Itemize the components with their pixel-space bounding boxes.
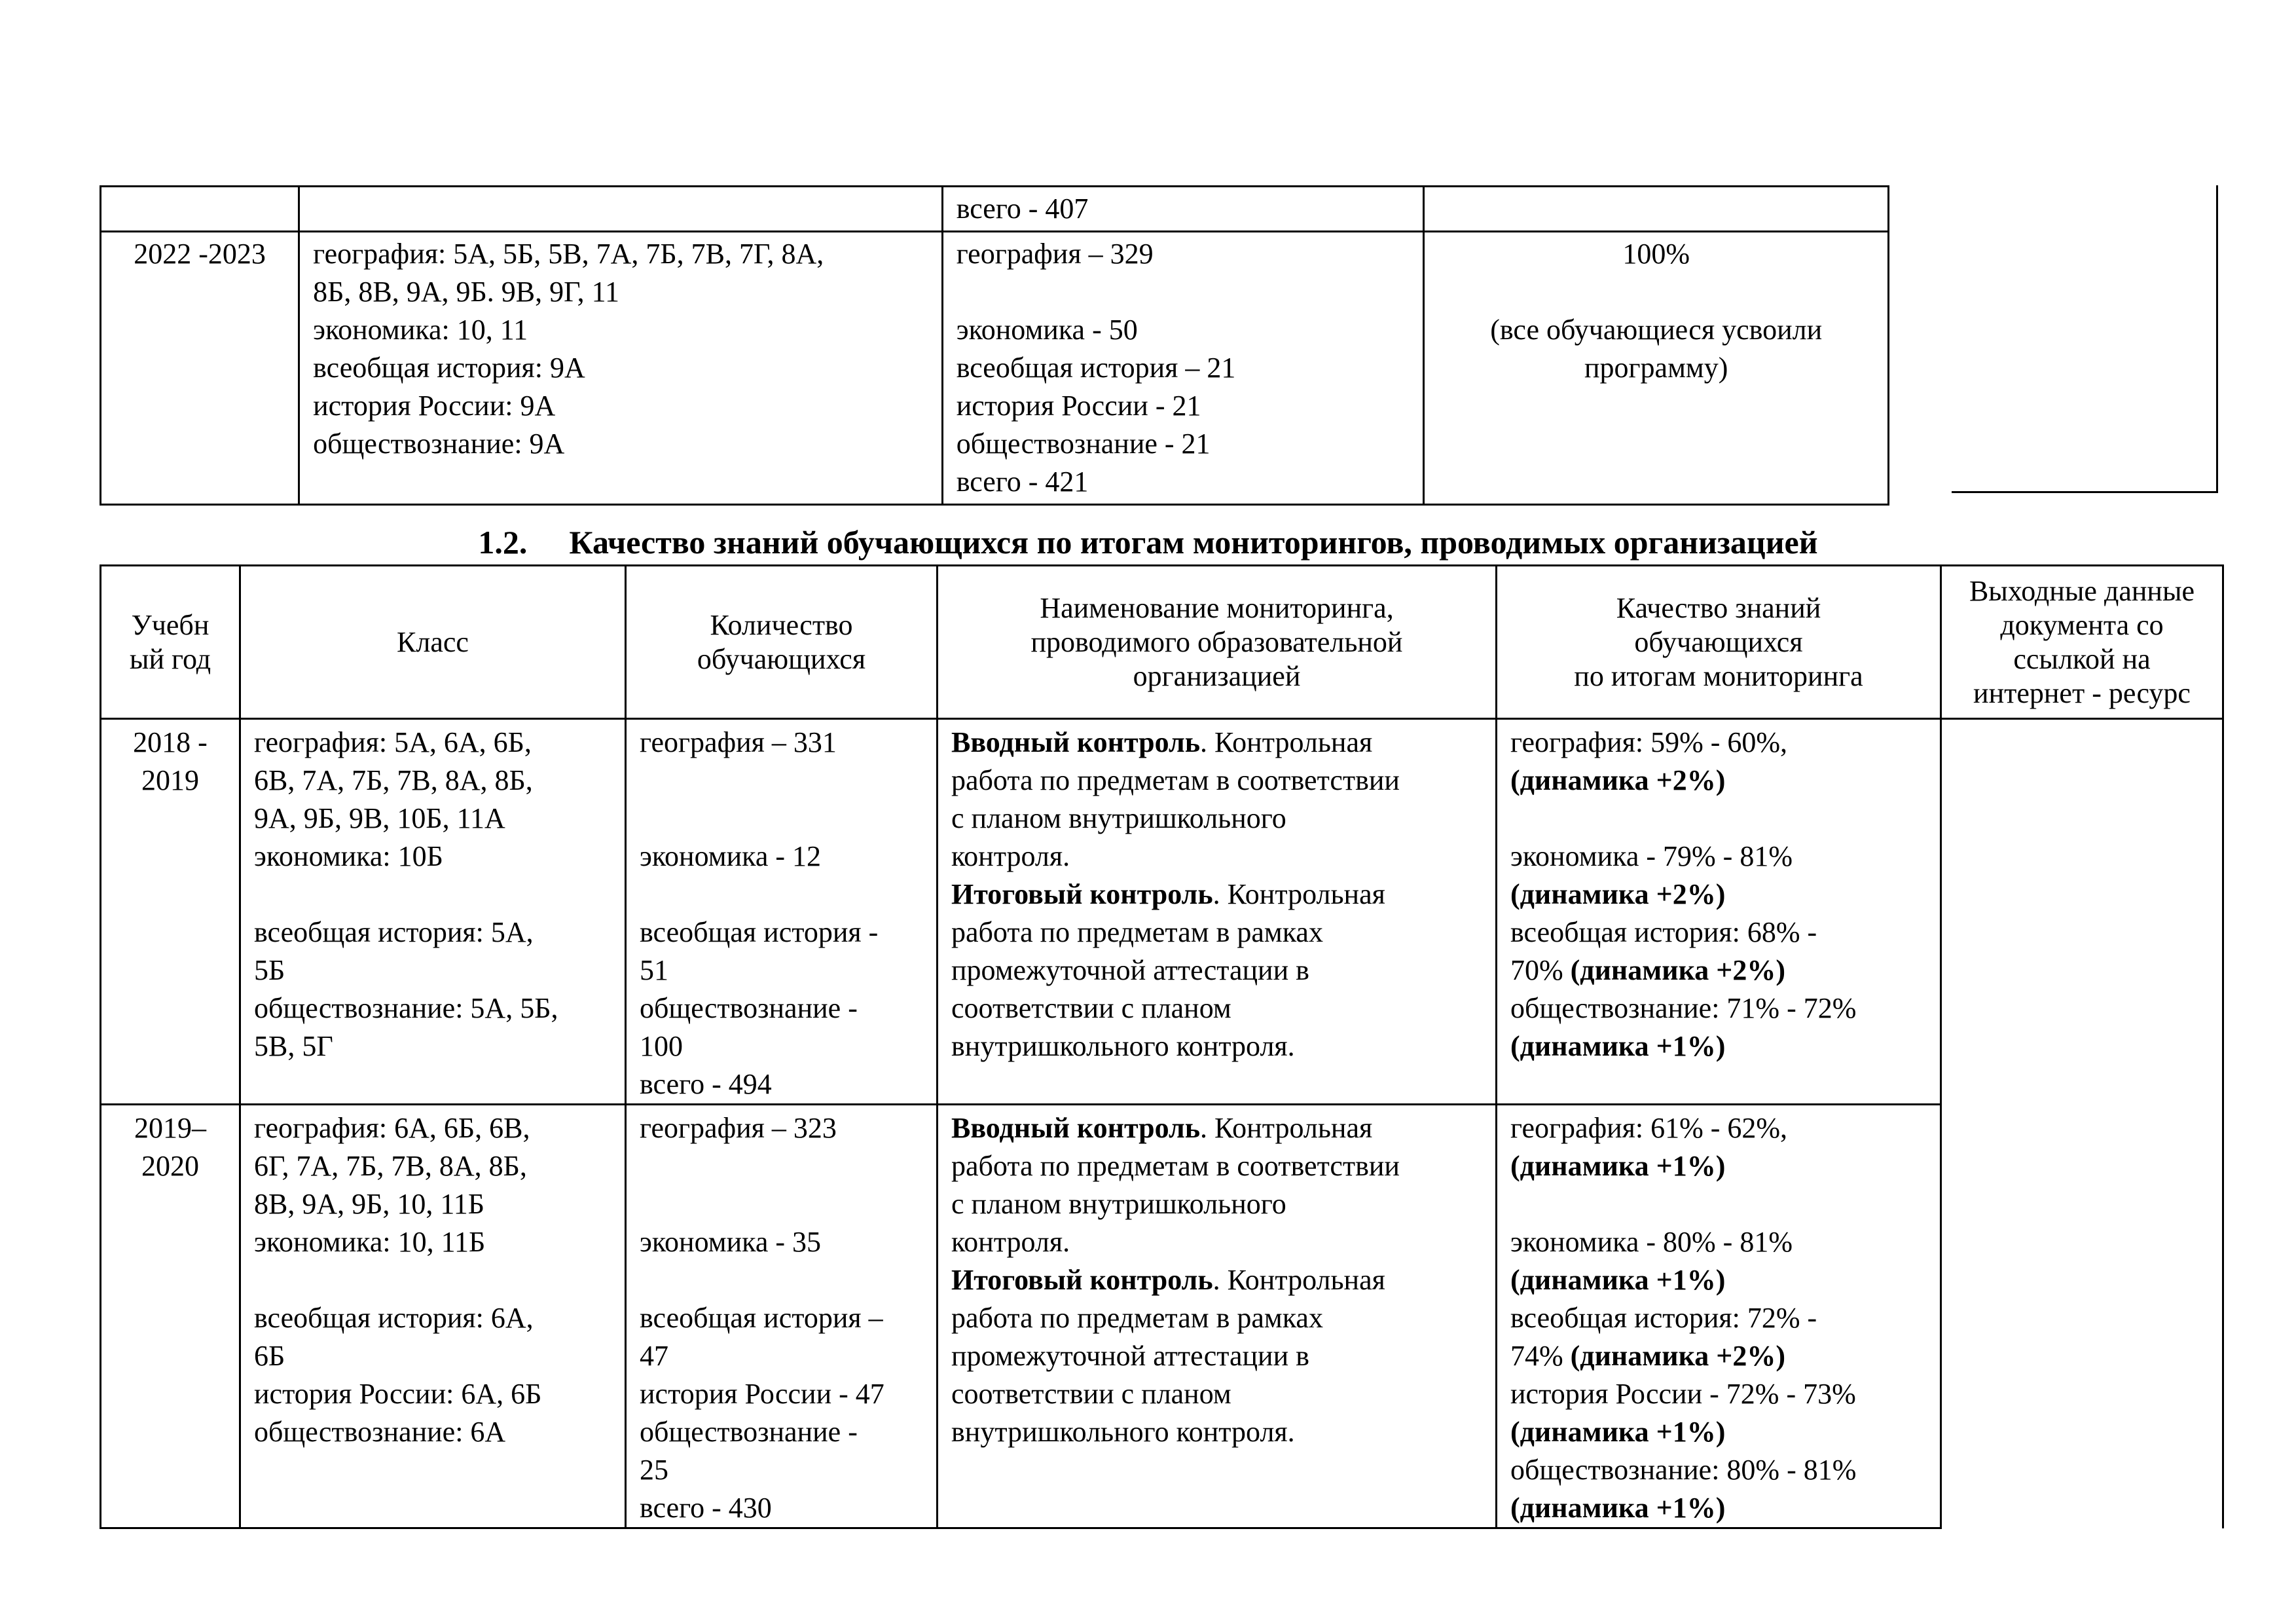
counts-text: география – 323 экономика - 35 всеобщая история – 47 история России - 47 обществознание - 25 всего - 430 bbox=[640, 1112, 884, 1524]
quality-econ-dynamics: (динамика +1%) bbox=[1510, 1264, 1726, 1296]
monitoring-text bbox=[951, 724, 1482, 1065]
year-cell bbox=[101, 1105, 240, 1528]
classes-cell bbox=[299, 232, 943, 505]
quality-rus: история России - 72% - 73% bbox=[1510, 1378, 1856, 1410]
previous-table-continuation bbox=[100, 185, 1889, 506]
final-control-label: Итоговый контроль bbox=[951, 1264, 1213, 1296]
year-cell bbox=[101, 187, 299, 232]
quality-geo-dynamics: (динамика +1%) bbox=[1510, 1150, 1726, 1182]
result-text: 100% (все обучающиеся усвоили программу) bbox=[1490, 238, 1823, 384]
header-quality-text: Качество знаний обучающихся по итогам мониторинга bbox=[1574, 591, 1863, 692]
counts-cell bbox=[626, 719, 938, 1105]
quality-hist-dynamics: (динамика +2%) bbox=[1570, 954, 1786, 986]
output-cell bbox=[1941, 719, 2223, 1528]
table-row bbox=[101, 187, 1889, 232]
quality-hist-dynamics: (динамика +2%) bbox=[1570, 1340, 1786, 1372]
classes-text: география: 6А, 6Б, 6В, 6Г, 7А, 7Б, 7В, 8А, 8Б, 8В, 9А, 9Б, 10, 11Б экономика: 10, 11Б всеобщая история: 6А, 6Б история России: 6А, 6Б обществознание: 6А bbox=[254, 1112, 542, 1448]
right-border-bottom-line bbox=[1952, 491, 2218, 493]
classes-cell bbox=[240, 1105, 626, 1528]
quality-text bbox=[1510, 1109, 1927, 1527]
quality-cell bbox=[1497, 719, 1941, 1105]
quality-soc-dynamics: (динамика +1%) bbox=[1510, 1492, 1726, 1524]
classes-cell bbox=[299, 187, 943, 232]
classes-text: география: 5А, 5Б, 5В, 7А, 7Б, 7В, 7Г, 8А, 8Б, 8В, 9А, 9Б. 9В, 9Г, 11 экономика: 10, 11 всеобщая история: 9А история России: 9А обществознание: 9А bbox=[313, 238, 824, 460]
quality-econ-dynamics: (динамика +2%) bbox=[1510, 878, 1726, 910]
monitoring-cell bbox=[938, 1105, 1497, 1528]
year-text: 2018 - 2019 bbox=[133, 726, 208, 796]
quality-hist: всеобщая история: 68% - 70% bbox=[1510, 916, 1817, 986]
counts-text: всего - 407 bbox=[956, 193, 1089, 225]
quality-geo: география: 59% - 60%, bbox=[1510, 726, 1788, 758]
header-monitoring bbox=[938, 566, 1497, 719]
year-cell bbox=[101, 232, 299, 505]
knowledge-quality-table bbox=[100, 564, 2224, 1529]
classes-text: география: 5А, 6А, 6Б, 6В, 7А, 7Б, 7В, 8А, 8Б, 9А, 9Б, 9В, 10Б, 11А экономика: 10Б всеобщая история: 5А, 5Б обществознание: 5А, 5Б, 5В, 5Г bbox=[254, 726, 558, 1062]
quality-soc: обществознание: 80% - 81% bbox=[1510, 1454, 1857, 1486]
quality-cell bbox=[1497, 1105, 1941, 1528]
header-count-text: Количество обучающихся bbox=[697, 608, 866, 675]
quality-econ: экономика - 79% - 81% bbox=[1510, 840, 1793, 872]
intro-control-label: Вводный контроль bbox=[951, 726, 1200, 758]
table-row bbox=[101, 719, 2223, 1105]
intro-control-label: Вводный контроль bbox=[951, 1112, 1200, 1144]
right-border-line bbox=[2216, 185, 2218, 491]
classes-cell bbox=[240, 719, 626, 1105]
table-row bbox=[101, 1105, 2223, 1528]
quality-soc-dynamics: (динамика +1%) bbox=[1510, 1030, 1726, 1062]
quality-hist: всеобщая история: 72% - 74% bbox=[1510, 1302, 1817, 1372]
quality-rus-dynamics: (динамика +1%) bbox=[1510, 1416, 1726, 1448]
quality-geo: география: 61% - 62%, bbox=[1510, 1112, 1788, 1144]
header-quality bbox=[1497, 566, 1941, 719]
year-text: 2022 -2023 bbox=[134, 238, 266, 270]
monitoring-text bbox=[951, 1109, 1482, 1451]
table-row bbox=[101, 232, 1889, 505]
year-cell bbox=[101, 719, 240, 1105]
final-control-label: Итоговый контроль bbox=[951, 878, 1213, 910]
section-heading bbox=[0, 523, 2296, 562]
header-output-text: Выходные данные документа со ссылкой на интернет - ресурс bbox=[1969, 574, 2195, 709]
quality-geo-dynamics: (динамика +2%) bbox=[1510, 764, 1726, 796]
final-control-text: . Контрольная работа по предметам в рамках промежуточной аттестации в соответствии с планом внутришкольного контроля. bbox=[951, 878, 1385, 1062]
counts-text: география – 331 экономика - 12 всеобщая история - 51 обществознание - 100 всего - 494 bbox=[640, 726, 879, 1100]
counts-cell bbox=[942, 187, 1424, 232]
quality-econ: экономика - 80% - 81% bbox=[1510, 1226, 1793, 1258]
quality-text bbox=[1510, 724, 1927, 1065]
header-row bbox=[101, 566, 2223, 719]
quality-soc: обществознание: 71% - 72% bbox=[1510, 992, 1857, 1024]
result-cell bbox=[1424, 187, 1889, 232]
counts-cell bbox=[626, 1105, 938, 1528]
header-count bbox=[626, 566, 938, 719]
counts-text: география – 329 экономика - 50 всеобщая история – 21 история России - 21 обществознание - 21 всего - 421 bbox=[956, 238, 1236, 498]
header-year bbox=[101, 566, 240, 719]
year-text: 2019– 2020 bbox=[134, 1112, 206, 1182]
header-year-text: Учебн ый год bbox=[129, 608, 211, 675]
counts-cell bbox=[942, 232, 1424, 505]
intro-control-text: . Контрольная работа по предметам в соответствии с планом внутришкольного контроля. bbox=[951, 726, 1400, 872]
final-control-text: . Контрольная работа по предметам в рамках промежуточной аттестации в соответствии с планом внутришкольного контроля. bbox=[951, 1264, 1385, 1448]
section-number: 1.2. bbox=[478, 524, 528, 561]
section-title-text: Качество знаний обучающихся по итогам мониторингов, проводимых организацией bbox=[569, 524, 1818, 561]
monitoring-cell bbox=[938, 719, 1497, 1105]
header-class bbox=[240, 566, 626, 719]
result-cell bbox=[1424, 232, 1889, 505]
header-monitoring-text: Наименование мониторинга, проводимого образовательной организацией bbox=[1030, 591, 1403, 692]
header-output bbox=[1941, 566, 2223, 719]
intro-control-text: . Контрольная работа по предметам в соответствии с планом внутришкольного контроля. bbox=[951, 1112, 1400, 1258]
header-class-text: Класс bbox=[397, 625, 469, 658]
